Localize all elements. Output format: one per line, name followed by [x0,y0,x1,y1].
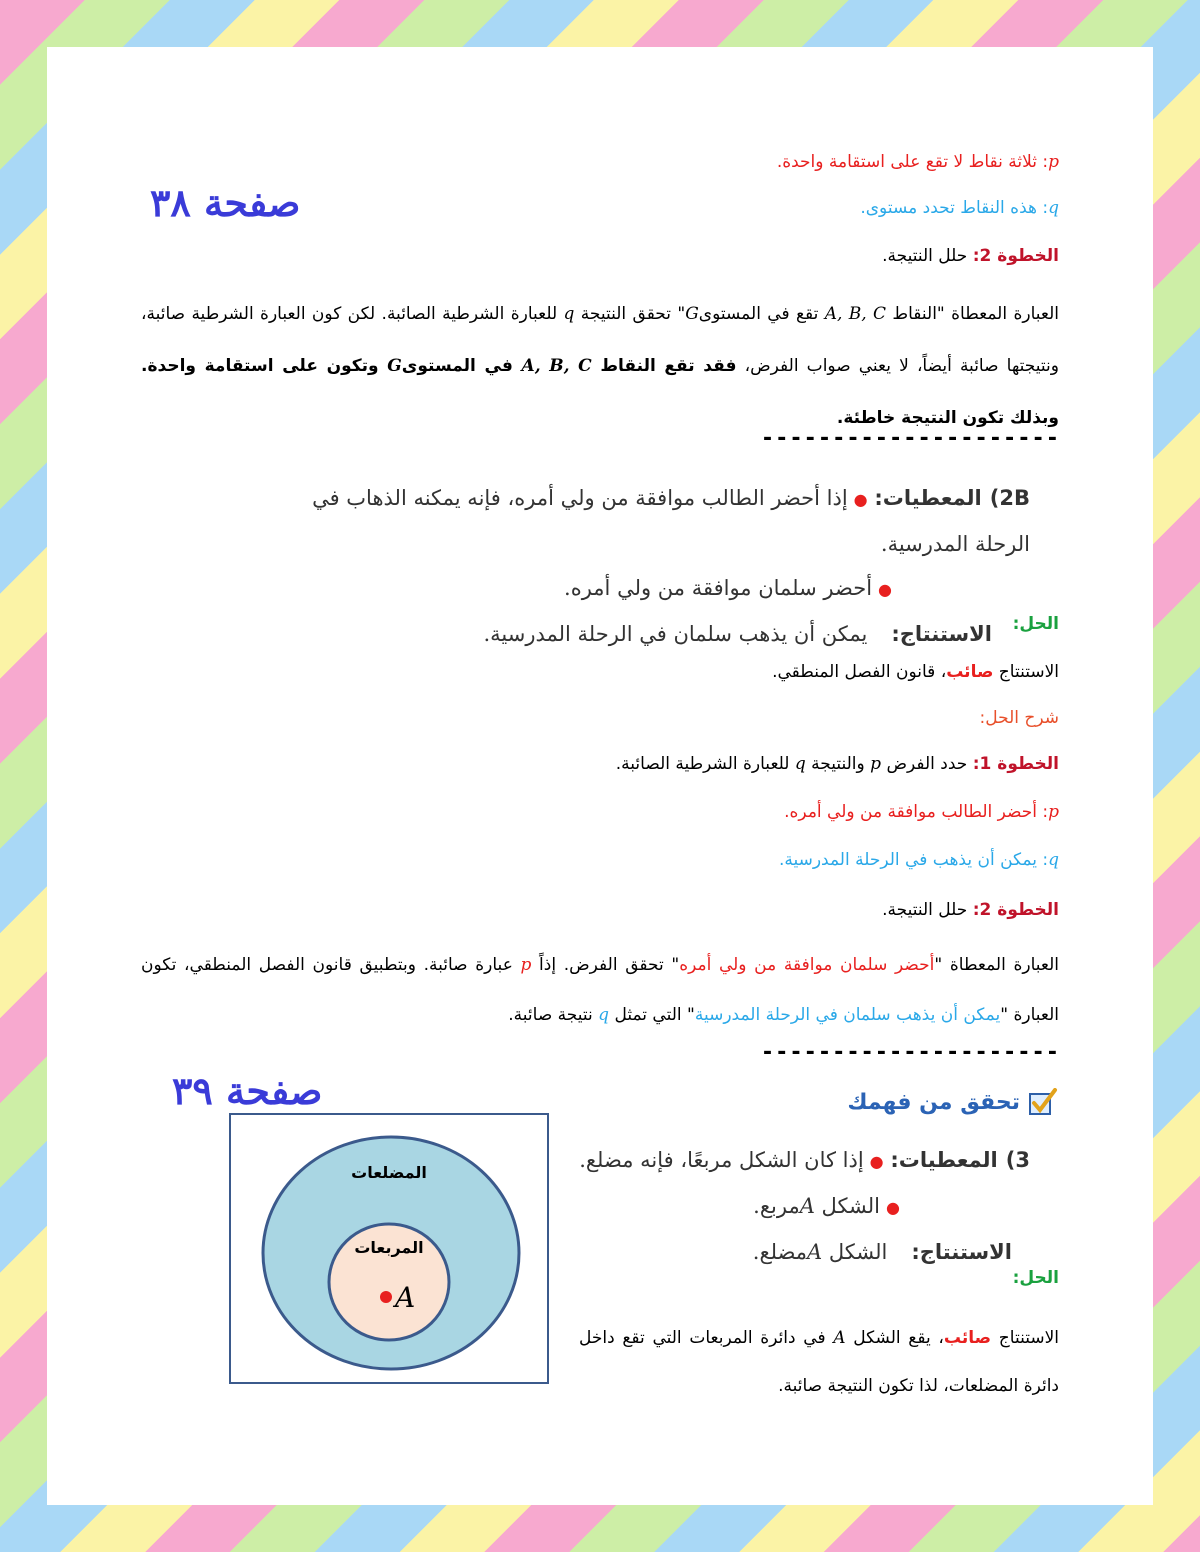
conclusion-label: الاستنتاج: [911,1240,1012,1264]
solution-label: الحل: [1012,1268,1059,1288]
bullet-icon: ● [853,490,868,509]
q-math: q [598,1005,610,1025]
q-statement-top [700,196,1059,220]
bullet-icon: ● [878,580,892,599]
explain-label: شرح الحل: [979,708,1059,728]
step-label: الخطوة 2: [972,900,1059,920]
para-text: عبارة صائبة. وبتطبيق قانون الفصل المنطقي، تكون العبارة " [141,955,1059,1025]
divider-2: --------------------- [760,1040,1060,1065]
p-statement-top [700,150,1059,174]
solution-text: ، يقع الشكل [845,1328,944,1348]
q-math: q [794,754,806,774]
para-text: العبارة المعطاة " [934,955,1060,975]
answer-2b [141,660,1059,684]
explain-label-2b [141,706,1059,730]
para-text: " تحقق النتيجة [574,304,686,324]
para-red: أحضر سلمان موافقة من ولي أمره [679,955,935,975]
conclusion-row [550,1230,1012,1274]
step-label: الخطوة 2: [972,246,1059,266]
solution-label-2b [141,612,1059,636]
step-text: للعبارة الشرطية الصائبة. [615,754,795,774]
para-bold: فقد تقع النقاط [591,356,737,376]
step-text: حدد الفرض [881,754,973,774]
q-text: : هذه النقاط تحدد مستوى. [860,198,1049,218]
p-symbol: p [1048,802,1059,822]
bullet-icon: ● [886,1198,900,1217]
solution-text: الاستنتاج [991,1328,1059,1348]
given-2: مربع. [753,1194,800,1218]
para-text: العبارة المعطاة "النقاط [886,304,1059,324]
plane-math-bold: G [387,356,402,376]
step2-2b [141,898,1059,922]
conclusion: الشكل [822,1240,888,1264]
solution-label: الحل: [1012,614,1059,634]
check-title: تحقق من فهمك [847,1089,1020,1115]
q-text: : يمكن أن يذهب في الرحلة المدرسية. [778,850,1049,870]
q-math: q [563,304,575,324]
step-text: حلل النتيجة. [882,246,973,266]
points-math-bold: A, B, C [521,356,592,376]
p-math: p [870,754,882,774]
venn-diagram [229,1113,549,1384]
given-1-row [310,476,1030,566]
shape-a-math: A [807,1240,823,1264]
step2-top [141,244,1059,268]
given-2-row [550,1184,900,1230]
q-symbol: q [1048,850,1059,870]
para-text: " التي تمثل [609,1005,695,1025]
conclusion-label: الاستنتاج: [891,622,992,646]
step-text: والنتيجة [805,754,871,774]
p-symbol: p [1048,152,1059,172]
q-statement-2b [141,848,1059,872]
step-text: حلل النتيجة. [882,900,973,920]
para-bold: في المستوى [401,356,522,376]
solution-text: في دائرة المربعات التي تقع داخل دائرة المضلعات، لذا تكون النتيجة صائبة. [579,1328,1059,1396]
shape-a-math: A [799,1194,815,1218]
answer-text: ، قانون الفصل المنطقي. [772,662,947,682]
p-statement-2b [141,800,1059,824]
plane-math: G [685,304,699,324]
step1-2b [141,752,1059,776]
given-1: إذا أحضر الطالب موافقة من ولي أمره، فإنه يمكنه الذهاب في الرحلة المدرسية. [312,486,1030,556]
given-2-row [310,566,892,612]
valid-word: صائب [943,1328,992,1348]
squares-label: المربعات [354,1238,424,1257]
explanation-paragraph-2b [141,940,1059,1040]
para-text: للعبارة الشرطية الصائبة. لكن كون العبارة الشرطية صائبة، ونتيجتها صائبة أيضاً، لا يعني صواب الفرض، [141,304,1059,376]
point-a-dot [380,1291,392,1303]
explanation-paragraph-top [141,288,1059,444]
divider-1: --------------------- [760,426,1060,451]
p-text: : أحضر الطالب موافقة من ولي أمره. [784,802,1049,822]
example-3 [550,1138,1030,1274]
p-math: p [520,955,532,975]
checkbox-icon [1028,1088,1058,1116]
answer-text: الاستنتاج [993,662,1059,682]
example-number: 3) [1005,1148,1030,1172]
given-1-row [550,1138,1030,1184]
q-symbol: q [1048,198,1059,218]
shape-a-math: A [833,1328,846,1348]
valid-word: صائب [946,662,994,682]
conclusion: مضلع. [752,1240,808,1264]
para-text: تقع في المستوى [698,304,825,324]
given-1: إذا كان الشكل مربعًا، فإنه مضلع. [579,1148,864,1172]
givens-label: المعطيات: [874,486,982,510]
check-understanding-header [847,1088,1058,1116]
para-blue: يمكن أن يذهب سلمان في الرحلة المدرسية [694,1005,1001,1025]
page-label-39: صفحة ٣٩ [172,1068,323,1113]
page-label-38: صفحة ٣٨ [150,180,301,225]
example-number: 2B) [989,486,1030,510]
polygons-label: المضلعات [351,1163,427,1182]
para-text: " تحقق الفرض. إذاً [531,955,680,975]
step-label: الخطوة 1: [972,754,1059,774]
para-bold: وتكون على استقامة واحدة. وبذلك تكون النتيجة خاطئة. [141,356,1059,428]
para-text: نتيجة صائبة. [508,1005,599,1025]
given-2: أحضر سلمان موافقة من ولي أمره. [564,576,873,600]
givens-label: المعطيات: [890,1148,998,1172]
point-a-label: A [395,1281,416,1314]
p-text: : ثلاثة نقاط لا تقع على استقامة واحدة. [776,152,1049,172]
points-math: A, B, C [824,304,887,324]
solution-text-3 [579,1314,1059,1410]
bullet-icon: ● [869,1152,884,1171]
solution-label-3 [1013,1268,1059,1288]
given-2: الشكل [814,1194,881,1218]
conclusion: يمكن أن يذهب سلمان في الرحلة المدرسية. [483,622,868,646]
